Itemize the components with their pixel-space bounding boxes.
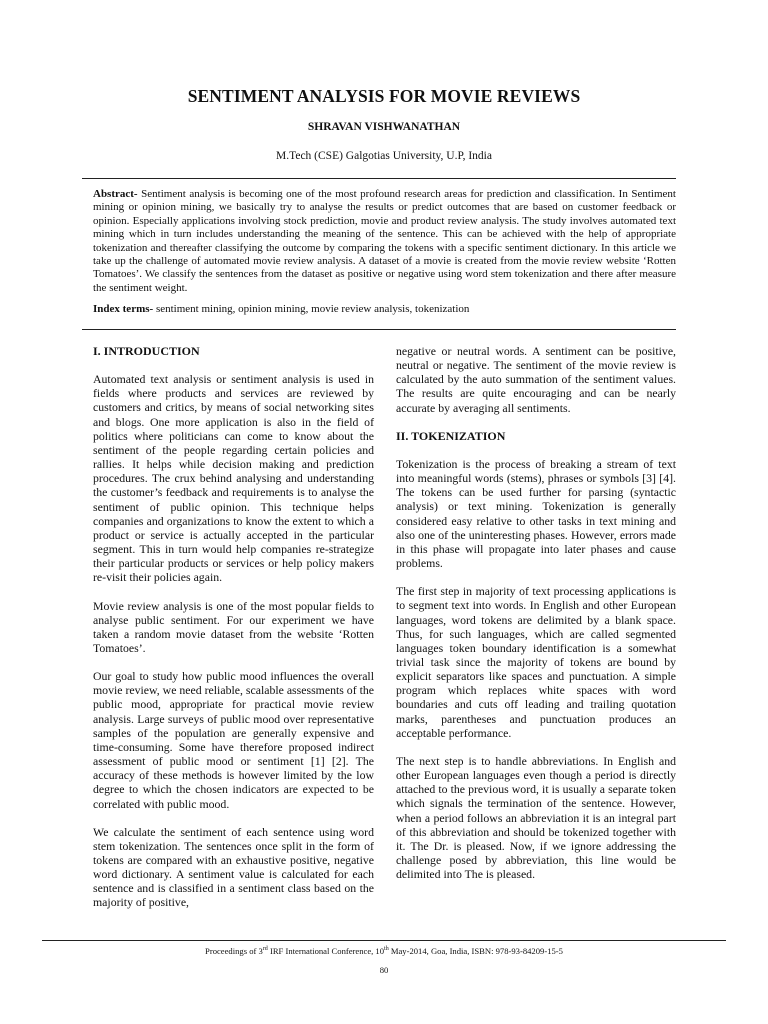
page-number: 80: [379, 965, 389, 975]
right-column: [396, 344, 676, 895]
author-affiliation: M.Tech (CSE) Galgotias University, U.P, India: [276, 150, 492, 162]
index-terms-label: Index terms-: [93, 303, 154, 315]
body-paragraph: Automated text analysis or sentiment analysis is used in fields where products and services are reviewed by customers and critics, by means of social networking sites and blogs. One more application is also in the field of politics where politicians can come to know about the sentiment of the people regarding certain policies and rallies. It helps while decision making and prediction procedures. The crux behind analysing and understanding the customer’s feedback and requirements is to analyse the sentiment of public opinion. This technique helps companies and organizations to know the extent to which a product or service is actually accepted in the particular segment. This in turn would help companies re-strategize their particular products or services or help policy makers re-visit their policies again.: [93, 372, 374, 585]
footer-text: Proceedings of 3: [205, 946, 263, 956]
body-paragraph: negative or neutral words. A sentiment can be positive, neutral or negative. The sentiment of the movie review is calculated by the auto summation of the sentiment values. The results are quite encouraging and can be nearly accurate by averaging all sentiments.: [396, 344, 676, 415]
footer-rule: [42, 940, 726, 941]
paper-title: SENTIMENT ANALYSIS FOR MOVIE REVIEWS: [187, 86, 581, 106]
author-name: SHRAVAN VISHWANATHAN: [307, 121, 461, 133]
body-paragraph: Tokenization is the process of breaking a stream of text into meaningful words (stems), phrases or symbols [3] [4]. The tokens can be used further for parsing (syntactic analysis) or text mining. Tokenization is generally considered easy relative to other tasks in text mining and also one of the uninteresting phases. However, errors made in this phase will propagate into later phases and cause problems.: [396, 456, 676, 571]
footer-text: IRF International Conference, 10: [267, 946, 385, 956]
section-heading-introduction: I. INTRODUCTION: [93, 344, 200, 358]
body-paragraph: The first step in majority of text processing applications is to segment text into words. In English and other European languages, word tokens are delimited by a blank space. Thus, for such languages, which are called segmented languages token boundary identification is a somewhat trivial task since the majority of tokens are bound by explicit separators like spaces and punctuation. A simple program which replaces white spaces with word boundaries and cuts off leading and trailing quotation marks, parentheses and punctuation produces an acceptable performance.: [396, 584, 676, 740]
footer-text: May-2014, Goa, India, ISBN: 978-93-84209-15-5: [388, 946, 563, 956]
body-paragraph: Movie review analysis is one of the most popular fields to analyse public sentiment. For our experiment we have taken a random movie dataset from the website ‘Rotten Tomatoes’.: [93, 598, 374, 655]
left-column: [93, 344, 374, 924]
proceedings-footer: [0, 946, 768, 956]
body-paragraph: The next step is to handle abbreviations. In English and other European languages even though a period is directly attached to the previous word, it is usually a separate token which signals the termination of the sentence. However, when a period follows an abbreviation it is an integral part of this abbreviation and should be tokenized together with it. The Dr. is pleased. Now, if we ignore addressing the challenge posed by abbreviation, this line would be delimited into The is pleased.: [396, 753, 676, 882]
abstract-bottom-rule: [82, 329, 676, 330]
index-terms: [93, 303, 676, 315]
abstract-label: Abstract-: [93, 188, 138, 200]
body-paragraph: Our goal to study how public mood influences the overall movie review, we need reliable, scalable assessments of the public mood, appropriate for practical movie review analysis. Large surveys of public mood over representative samples of the population are generally expensive and time-consuming. Some have therefore proposed indirect assessment of public mood or sentiment [1] [2]. The accuracy of these methods is however limited by the low degree to which the chosen indicators are expected to be correlated with public mood.: [93, 669, 374, 811]
section-heading-tokenization: II. TOKENIZATION: [396, 428, 506, 443]
abstract-text: Sentiment analysis is becoming one of the most profound research areas for prediction and classification. In Sentiment mining or opinion mining, we basically try to analyse the results or predict outcomes that are based on customer feedback or opinion. Especially applications involving stock prediction, movie and product review analysis. The study involves automated text mining which in turn includes understanding the meaning of the sentence. This can be achieved with the help of appropriate tokenization and thereafter classifying the outcome by comparing the tokens with a specific sentiment dictionary. In this article we take up the challenge of automated movie review analysis. A dataset of a movie is created from the movie review website ‘Rotten Tomatoes’. We classify the sentences from the dataset as positive or negative using word stem tokenization and there after measure the sentiment weight.: [93, 188, 676, 294]
abstract-top-rule: [82, 178, 676, 179]
body-paragraph: We calculate the sentiment of each sentence using word stem tokenization. The sentences once split in the form of tokens are compared with an exhaustive positive, negative word dictionary. A sentiment value is calculated for each sentence and is classified in a sentiment class based on the majority of positive,: [93, 824, 374, 910]
footer-superscript: rd: [262, 946, 268, 953]
footer-superscript: th: [384, 946, 389, 953]
abstract-block: [93, 188, 676, 295]
index-terms-text: sentiment mining, opinion mining, movie review analysis, tokenization: [153, 303, 470, 315]
